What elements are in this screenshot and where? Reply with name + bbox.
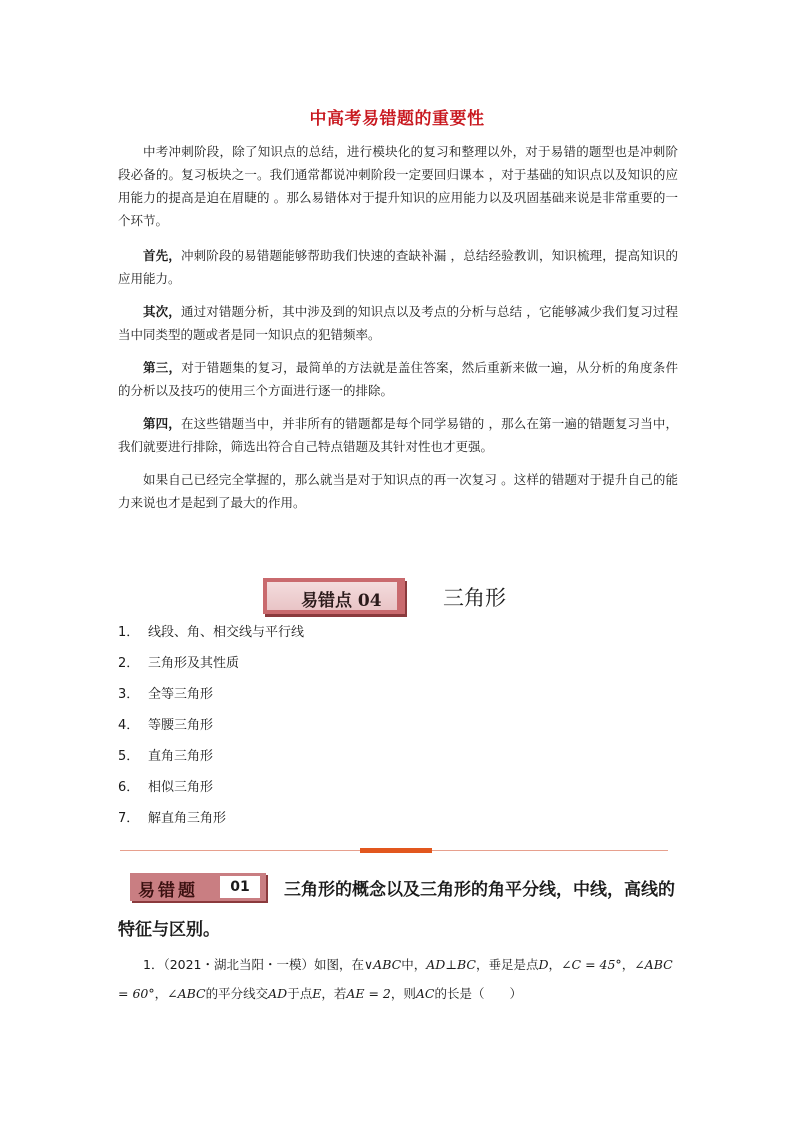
paragraph-lead: 第四，	[143, 416, 181, 431]
paragraph-lead: 其次，	[143, 304, 181, 319]
paragraph-text: 在这些错题当中，并非所有的错题都是每个同学易错的 ，那么在第一遍的错题复习当中，我们就要进行排除，筛选出符合自己特点错题及其针对性也才更强。	[118, 416, 678, 454]
math-expr: AD⊥BC	[426, 957, 476, 972]
list-item: 4． 等腰三角形	[118, 718, 214, 733]
list-item: 7． 解直角三角形	[118, 811, 227, 826]
list-item: 1． 线段、角、相交线与平行线	[118, 625, 305, 640]
question-1: 1．（2021・湖北当阳・一模）如图，在∨ABC中，AD⊥BC，垂足是点D，∠C = 45°，∠ABC = 60°，∠ABC的平分线交AD于点E，若AE = 2，则AC的长是（ ）	[118, 957, 673, 1001]
intro-paragraph-3	[118, 300, 678, 346]
topic-list	[118, 622, 518, 839]
intro-paragraph-6: 如果自己已经完全掌握的，那么就当是对于知识点的再一次复习 。这样的错题对于提升自己的能力来说也才是起到了最大的作用。	[118, 472, 678, 510]
error-heading: 三角形的概念以及三角形的角平分线，中线，高线的特征与区别。	[118, 880, 675, 940]
intro-paragraph-2	[118, 244, 678, 290]
intro-section	[118, 140, 678, 524]
intro-paragraph-5	[118, 412, 678, 458]
math-expr: AD	[268, 986, 288, 1001]
math-expr: ∠ABC	[167, 986, 206, 1001]
paragraph-text: 冲刺阶段的易错题能够帮助我们快速的查缺补漏 ，总结经验教训，知识梳理，提高知识的应用能力。	[118, 248, 678, 286]
paragraph-text: 通过对错题分析，其中涉及到的知识点以及考点的分析与总结 ，它能够减少我们复习过程当中同类型的题或者是同一知识点的犯错频率。	[118, 304, 678, 342]
math-expr: AE = 2	[346, 986, 391, 1001]
paragraph-lead: 第三，	[143, 360, 182, 375]
math-expr: ∠C = 45°	[561, 957, 622, 972]
list-item: 5． 直角三角形	[118, 749, 214, 764]
banner-tab	[263, 578, 405, 614]
list-item: 6． 相似三角形	[118, 780, 214, 795]
math-expr: AC	[415, 986, 435, 1001]
math-expr: E	[312, 986, 322, 1001]
section-banner	[263, 578, 528, 616]
paragraph-text: 对于错题集的复习，最简单的方法就是盖住答案，然后重新来做一遍，从分析的角度条件的分析以及技巧的使用三个方面进行逐一的排除。	[118, 360, 678, 398]
intro-paragraph-4	[118, 356, 678, 402]
error-tag-number: 01	[220, 876, 260, 898]
math-expr: ∠ABC = 60°	[118, 957, 673, 1001]
error-tag	[130, 873, 266, 901]
paragraph-lead: 首先，	[143, 248, 181, 263]
math-expr: ∨ABC	[364, 957, 402, 972]
error-tag-label: 易错题	[138, 881, 198, 901]
list-item: 2． 三角形及其性质	[118, 656, 240, 671]
intro-paragraph-1: 中考冲刺阶段，除了知识点的总结，进行模块化的复习和整理以外，对于易错的题型也是冲刺阶段必备的。复习板块之一。我们通常都说冲刺阶段一定要回归课本 ，对于基础的知识点以及知识的应用能力的提高是迫在眉睫的 。那么易错体对于提升知识的应用能力以及巩固基础来说是非常重要的一个环节。	[118, 144, 678, 228]
section-label: 易错点 04	[301, 591, 382, 611]
divider-accent	[360, 848, 432, 853]
math-expr: D	[538, 957, 549, 972]
page-title: 中高考易错题的重要性	[309, 109, 485, 129]
list-item: 3． 全等三角形	[118, 687, 214, 702]
section-topic: 三角形	[443, 586, 506, 610]
